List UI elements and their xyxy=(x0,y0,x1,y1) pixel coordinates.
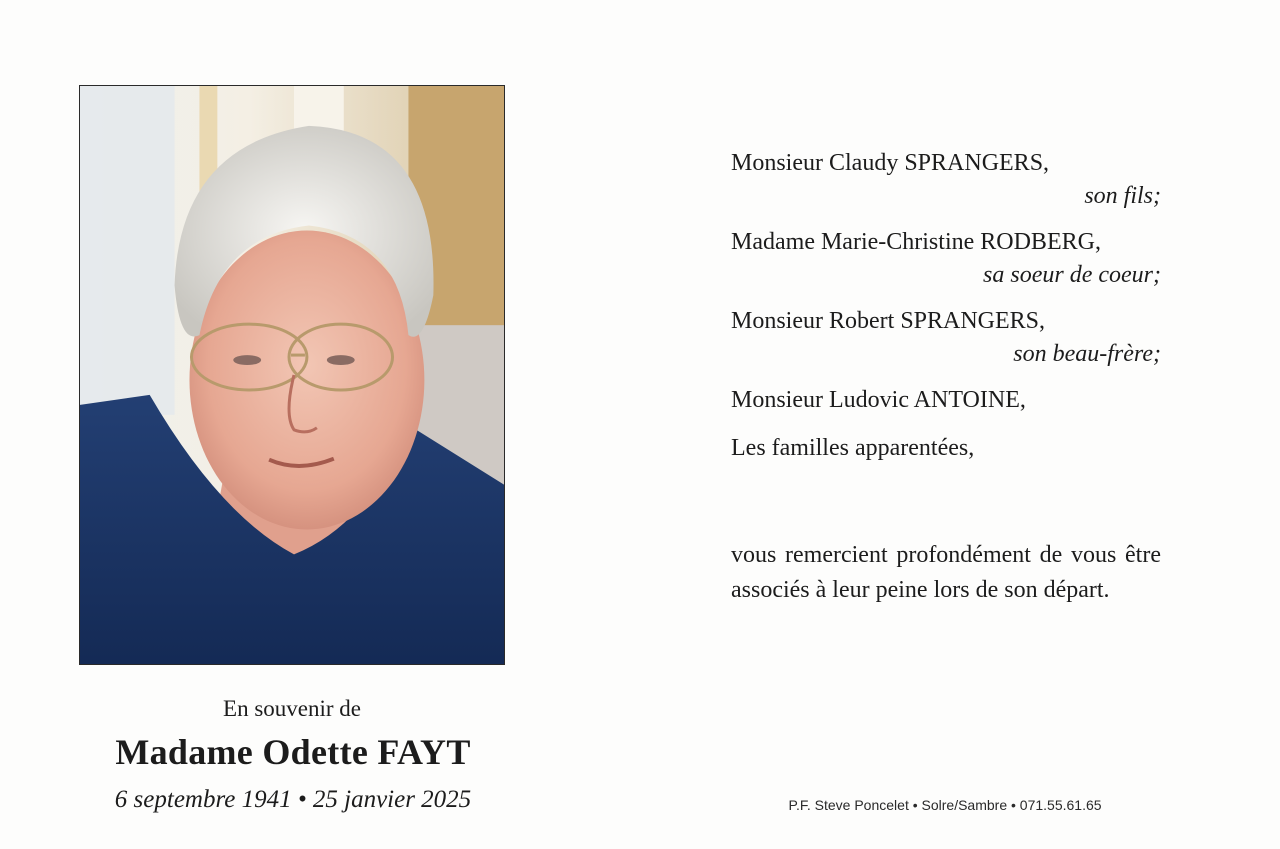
family-member-name: Monsieur Claudy SPRANGERS, xyxy=(731,150,1050,176)
family-member-name: Monsieur Ludovic ANTOINE, xyxy=(731,387,1026,413)
portrait-photo xyxy=(79,85,505,665)
family-member-name: Monsieur Robert SPRANGERS, xyxy=(731,308,1046,334)
family-member-relation: sa soeur de coeur; xyxy=(983,262,1161,288)
family-member-relation: son fils; xyxy=(1084,183,1161,209)
family-member-name: Madame Marie-Christine RODBERG, xyxy=(731,229,1101,255)
memorial-intro: En souvenir de xyxy=(223,696,361,721)
thanks-paragraph: vous remercient profondément de vous être associés à leur peine lors de son départ. xyxy=(731,542,1161,603)
life-dates: 6 septembre 1941 • 25 janvier 2025 xyxy=(114,786,472,813)
funeral-home-footer: P.F. Steve Poncelet • Solre/Sambre • 071.55.61.65 xyxy=(788,797,1102,813)
family-member-relation: son beau-frère; xyxy=(1013,341,1161,367)
portrait-illustration xyxy=(80,86,504,664)
deceased-name: Madame Odette FAYT xyxy=(115,732,471,772)
family-member-name: Les familles apparentées, xyxy=(731,435,975,461)
